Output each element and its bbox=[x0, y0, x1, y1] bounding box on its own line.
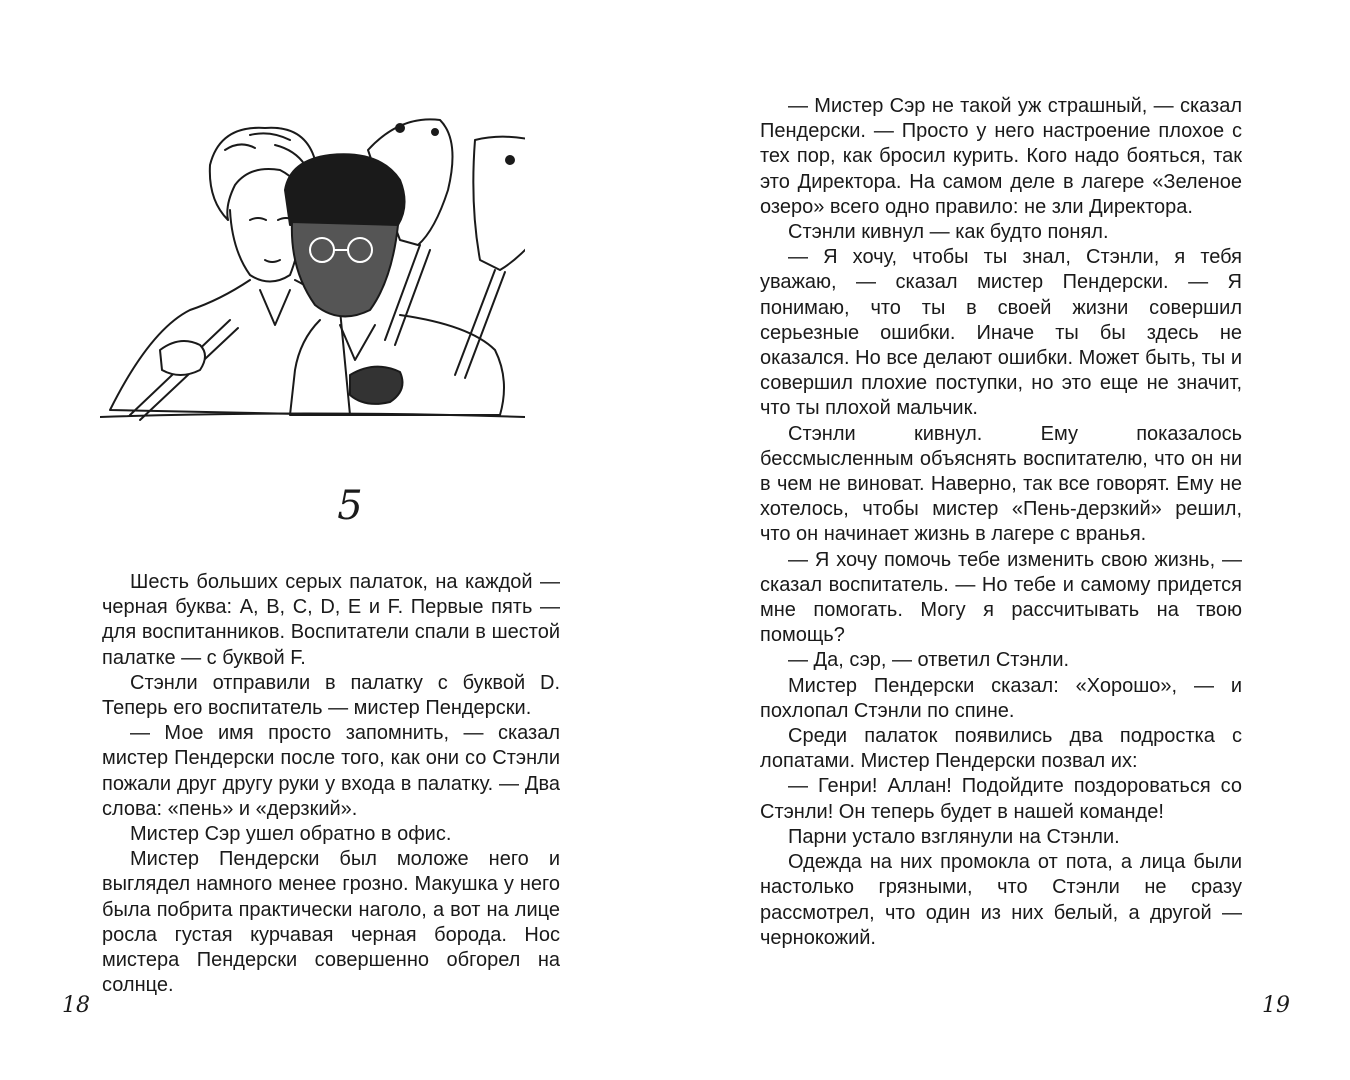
paragraph: Одежда на них промокла от пота, а лица были настолько грязными, что Стэнли не сразу рассмотрел, что один из них белый, а другой — чернокожий. bbox=[760, 851, 1242, 949]
paragraph: — Я хочу помочь тебе изменить свою жизнь, — сказал воспитатель. — Но тебе и самому придется мне помогать. Могу я рассчитывать на твою помощь? bbox=[760, 548, 1242, 647]
paragraph: — Я хочу, чтобы ты знал, Стэнли, я тебя уважаю, — сказал мистер Пендерски. — Я понимаю, что ты в своей жизни совершил серьезные ошибки. Иначе ты бы здесь не оказался. Но все делают ошибки. Может быть, ты и совершил плохие поступки, но это еще не значит, что ты плохой мальчик. bbox=[760, 246, 1242, 420]
paragraph: Стэнли кивнул — как будто понял. bbox=[788, 221, 1109, 244]
paragraph: Стэнли кивнул. Ему показалось бессмысленным объяснять воспитателю, что он ни в чем не виноват. Наверно, так все говорят. Ему не хотелось, чтобы мистер «Пень-дерзкий» решил, что он начинает жизнь в лагере с вранья. bbox=[760, 422, 1242, 546]
paragraph: — Мое имя просто запомнить, — сказал мистер Пендерски после того, как они со Стэнли пожали друг другу руки у входа в палатку. — Два слова: «пень» и «дерзкий». bbox=[102, 722, 560, 820]
paragraph: Мистер Пендерски сказал: «Хорошо», — и похлопал Стэнли по спине. bbox=[760, 674, 1242, 722]
paragraph: — Генри! Аллан! Подойдите поздороваться со Стэнли! Он теперь будет в нашей команде! bbox=[760, 775, 1242, 823]
chapter-number: 5 bbox=[337, 483, 363, 529]
paragraph: — Мистер Сэр не такой уж страшный, — сказал Пендерски. — Просто у него настроение плохое с тех пор, как бросил курить. Кого надо бояться, так это Директора. На самом деле в лагере «Зеленое озеро» всего одно правило: не зли Директора. bbox=[760, 95, 1242, 218]
boys-with-shovels-illustration bbox=[100, 110, 525, 425]
paragraph: — Да, сэр, — ответил Стэнли. bbox=[788, 649, 1070, 672]
paragraph: Шесть больших серых палаток, на каждой — черная буква: A, B, C, D, E и F. Первые пять — для воспитанников. Воспитатели спали в шестой палатке — с буквой F. bbox=[102, 571, 560, 669]
paragraph: Мистер Сэр ушел обратно в офис. bbox=[130, 823, 452, 846]
paragraph: Среди палаток появились два подростка с лопатами. Мистер Пендерски позвал их: bbox=[760, 725, 1242, 773]
paragraph: Мистер Пендерски был моложе него и выглядел намного менее грозно. Макушка у него была побрита практически наголо, а вот на лице росла густая курчавая черная борода. Нос мистера Пендерски совершенно обгорел на солнце. bbox=[102, 848, 560, 997]
page-number-right: 19 bbox=[1262, 993, 1290, 1018]
paragraph: Парни устало взглянули на Стэнли. bbox=[788, 825, 1120, 848]
page-number-left: 18 bbox=[62, 993, 90, 1018]
right-page-text bbox=[760, 94, 1242, 951]
paragraph: Стэнли отправили в палатку с буквой D. Теперь его воспитатель — мистер Пендерски. bbox=[102, 671, 560, 720]
left-page-text bbox=[102, 570, 560, 998]
